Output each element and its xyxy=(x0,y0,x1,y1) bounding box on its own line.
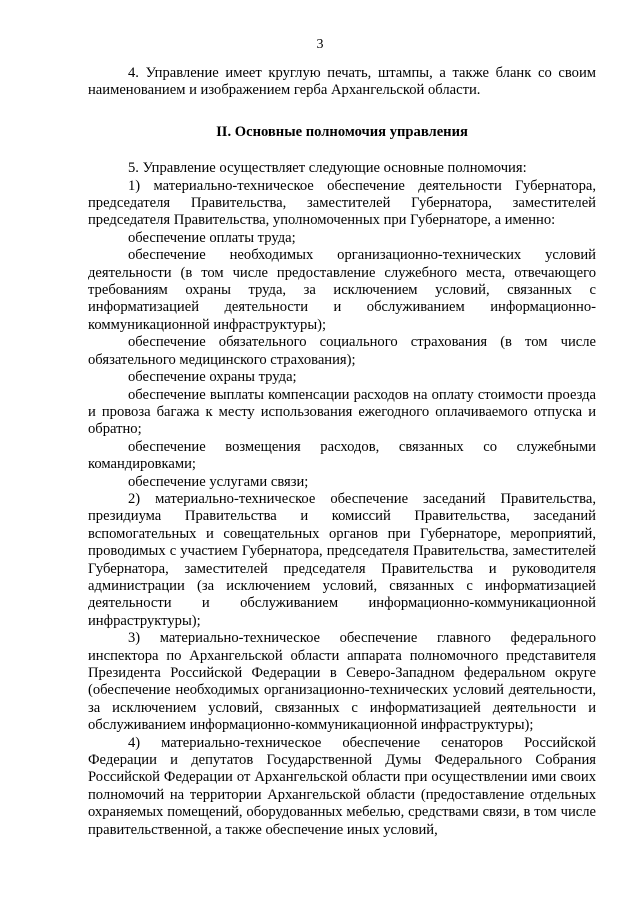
paragraph-5: 5. Управление осуществляет следующие основные полномочия: xyxy=(128,160,527,177)
item-1: 1) материально-техническое обеспечение деятельности Губернатора, председателя Правительства, заместителей Губернатора, заместителей председателя Правительства, уполномоченных при Губернаторе, а именно: xyxy=(88,177,596,229)
item-1-sub-communication: обеспечение услугами связи; xyxy=(128,473,309,490)
item-1-sub-business-trips: обеспечение возмещения расходов, связанных со служебными командировками; xyxy=(88,438,596,473)
item-3: 3) материально-техническое обеспечение главного федерального инспектора по Архангельской области аппарата полномочного представителя Президента Российской Федерации в Северо-Западном федеральном округе (обеспечение необходимых организационно-технических условий деятельности, за исключением условий, связанных с информатизацией деятельности и обслуживанием информационно-коммуникационной инфраструктуры); xyxy=(88,630,596,734)
item-1-sub-conditions: обеспечение необходимых организационно-технических условий деятельности (в том числе предоставление служебного места, отвечающего требованиям охраны труда, за исключением условий, связанных с информатизацией деятельности и обслуживанием информационно-коммуникационной инфраструктуры); xyxy=(88,247,596,333)
item-2: 2) материально-техническое обеспечение заседаний Правительства, президиума Правительства и комиссий Правительства, заседаний вспомогательных и совещательных органов при Губернаторе, мероприятий, проводимых с участием Губернатора, председателя Правительства, заместителей Губернатора, заместителей председателя Правительства и руководителя администрации (за исключением условий, связанных с информатизацией деятельности и обслуживанием информационно-коммуникационной инфраструктуры); xyxy=(88,490,596,629)
document-body xyxy=(88,65,596,839)
page-number: 3 xyxy=(316,37,324,52)
item-1-sub-travel-compensation: обеспечение выплаты компенсации расходов на оплату стоимости проезда и провоза багажа к месту использования ежегодного оплачиваемого отпуска и обратно; xyxy=(88,386,596,438)
item-1-sub-labor-protection: обеспечение охраны труда; xyxy=(128,369,297,386)
item-1-sub-pay: обеспечение оплаты труда; xyxy=(128,229,296,246)
section-title: II. Основные полномочия управления xyxy=(216,123,468,140)
item-4: 4) материально-техническое обеспечение сенаторов Российской Федерации и депутатов Государственной Думы Федерального Собрания Российской Федерации от Архангельской области при осуществлении ими своих полномочий на территории Архангельской области (предоставление отдельных охраняемых помещений, оборудованных мебелью, средствами связи, в том числе правительственной, а также обеспечение иных условий, xyxy=(88,734,596,838)
item-1-sub-insurance: обеспечение обязательного социального страхования (в том числе обязательного медицинского страхования); xyxy=(88,334,596,368)
paragraph-4: 4. Управление имеет круглую печать, штампы, а также бланк со своим наименованием и изображением герба Архангельской области. xyxy=(88,65,596,99)
